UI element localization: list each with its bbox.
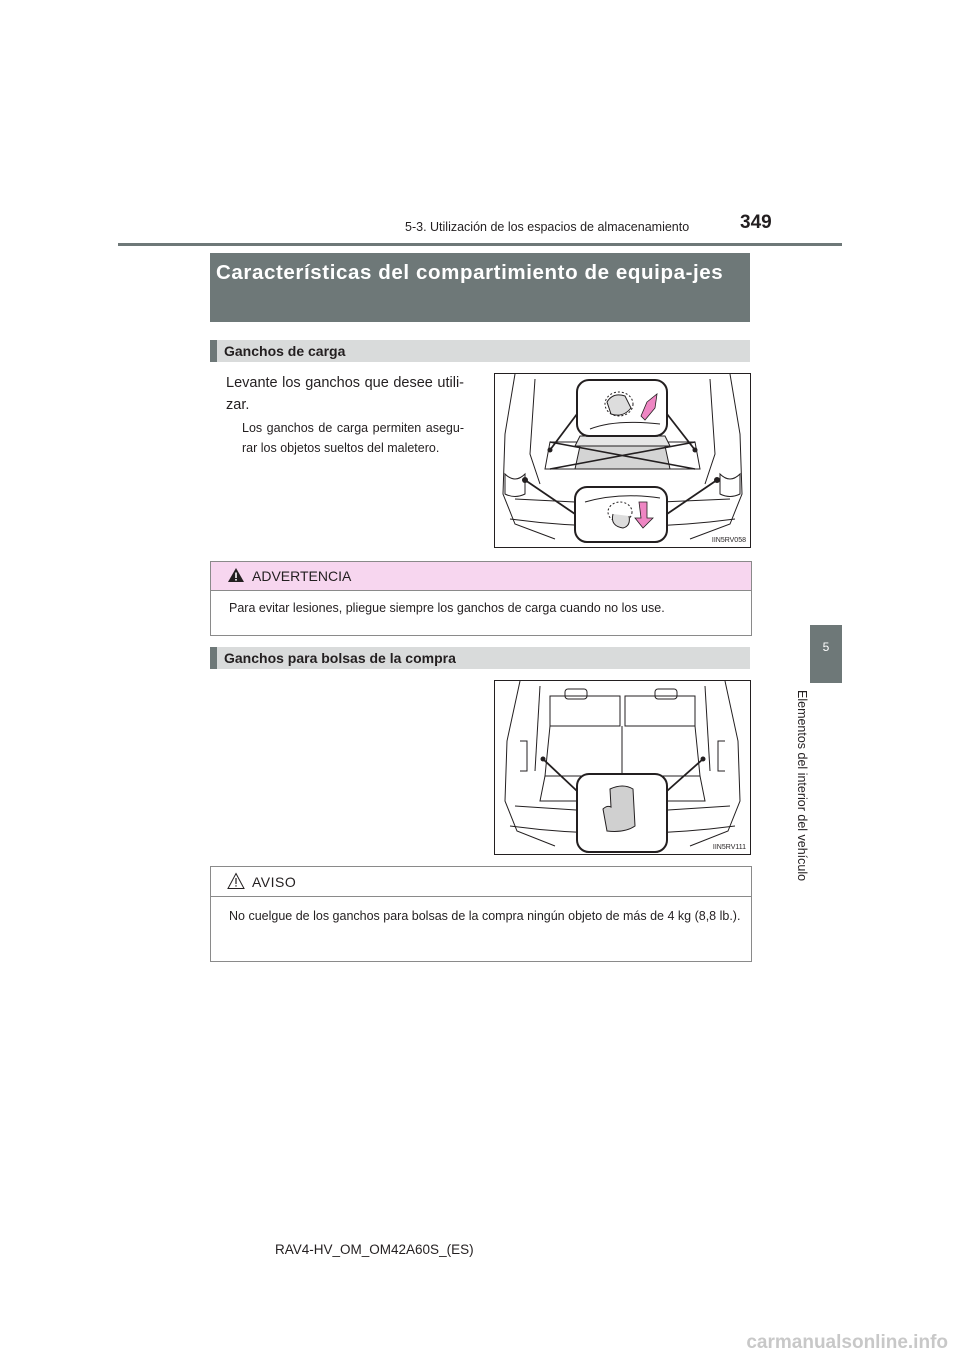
- figure-code: IIN5RV111: [712, 844, 746, 851]
- page-number: 349: [740, 212, 772, 233]
- subheading-grocery-hooks: [210, 647, 750, 669]
- chapter-tab: [810, 625, 842, 683]
- section-title: Características del compartimiento de equipa-jes: [216, 261, 724, 284]
- cargo-area-drawing: [495, 681, 750, 854]
- warning-text: Para evitar lesiones, pliegue siempre los ganchos de carga cuando no los use.: [229, 601, 665, 615]
- notice-title: AVISO: [252, 874, 297, 890]
- warning-header: [211, 562, 751, 591]
- header-divider: [118, 243, 842, 246]
- warning-triangle-icon: [227, 567, 245, 583]
- warning-title: ADVERTENCIA: [252, 568, 352, 584]
- chapter-title-vertical: [790, 690, 810, 890]
- chapter-title-text: Elementos del interior del vehículo: [795, 690, 809, 882]
- grocery-hooks-illustration: [494, 680, 751, 855]
- warning-box: [210, 561, 752, 636]
- cargo-hooks-illustration: [494, 373, 751, 548]
- subheading-label: Ganchos para bolsas de la compra: [224, 650, 456, 666]
- notice-text: No cuelgue de los ganchos para bolsas de la compra ningún objeto de más de 4 kg (8,8 lb.).: [229, 909, 741, 923]
- watermark: carmanualsonline.info: [746, 1332, 948, 1353]
- figure-code: IIN5RV058: [711, 537, 746, 544]
- notice-header: [211, 867, 751, 897]
- subheading-label: Ganchos de carga: [224, 343, 346, 359]
- subheading-cargo-hooks: [210, 340, 750, 362]
- chapter-number: 5: [822, 640, 830, 654]
- subheading-accent: [210, 340, 217, 362]
- note-text: Los ganchos de carga permiten asegu-rar los objetos sueltos del maletero.: [242, 421, 464, 455]
- notice-box: [210, 866, 752, 962]
- instruction-text: Levante los ganchos que desee utili-zar.: [226, 375, 464, 413]
- manual-code: RAV4-HV_OM_OM42A60S_(ES): [275, 1242, 474, 1257]
- subheading-accent: [210, 647, 217, 669]
- cargo-area-drawing: [495, 374, 750, 547]
- running-header: 5-3. Utilización de los espacios de almacenamiento: [405, 220, 690, 234]
- caution-triangle-icon: [227, 872, 245, 890]
